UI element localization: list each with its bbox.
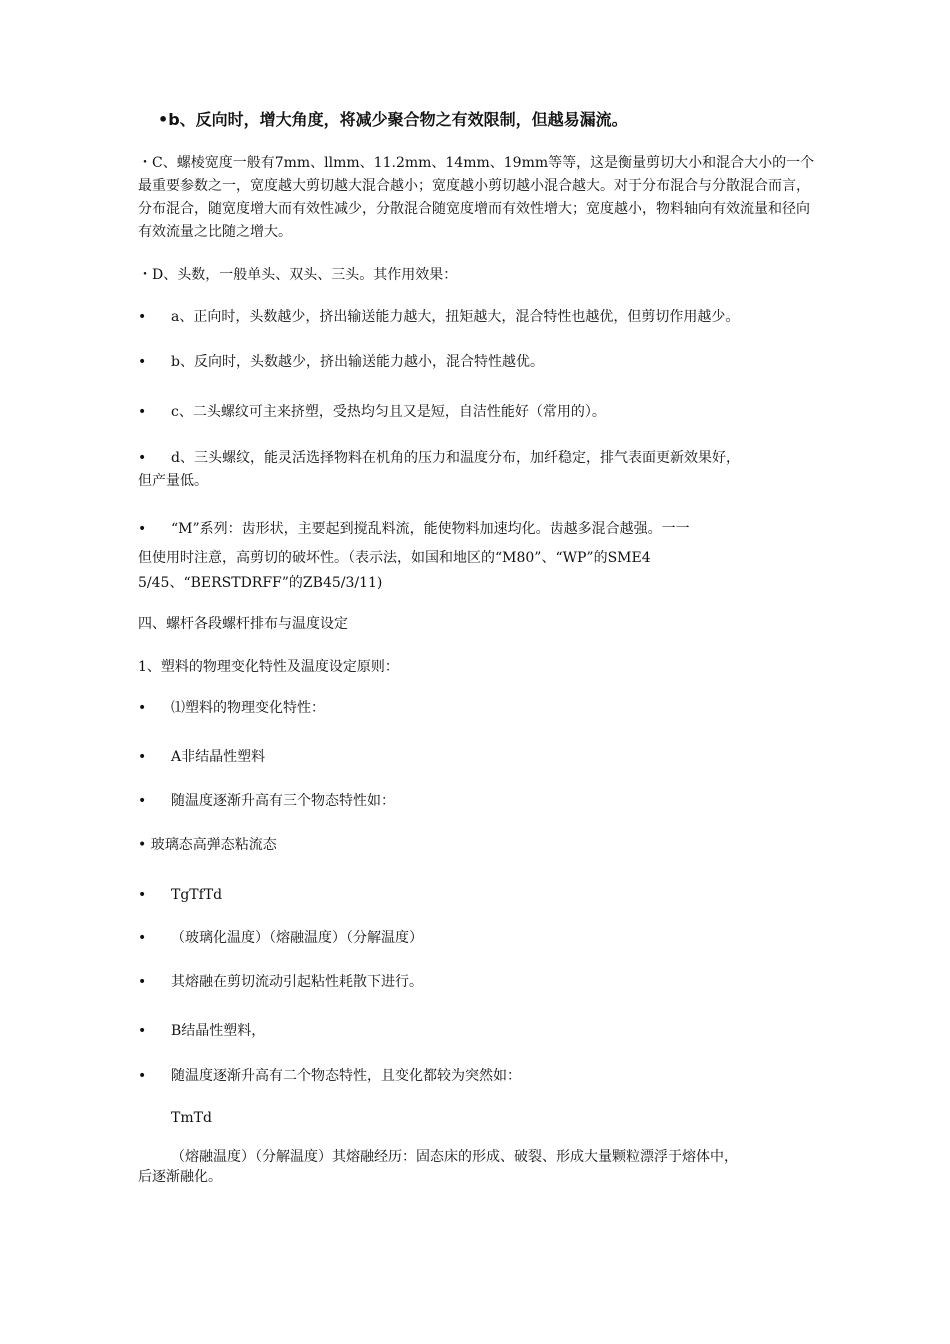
bullet-item: 随温度逐渐升高有二个物态特性，且变化都较为突然如： <box>171 1068 521 1084</box>
bullet-marker: • <box>138 749 147 765</box>
bullet-marker: • <box>138 930 147 946</box>
bullet-marker: • <box>138 404 147 420</box>
heading-reverse-angle: •b、反向时，增大角度，将减少聚合物之有效限制，但越易漏流。 <box>158 110 628 129</box>
section-heading: 四、螺杆各段螺杆排布与温度设定 <box>138 616 348 632</box>
bullet-item: A非结晶性塑料 <box>171 749 266 765</box>
bullet-marker: • <box>138 887 147 903</box>
bullet-item: 其熔融在剪切流动引起粘性耗散下进行。 <box>171 974 423 990</box>
bullet-marker: • <box>138 793 147 809</box>
bullet-item: B结晶性塑料， <box>171 1023 266 1039</box>
bullet-item: ⑴塑料的物理变化特性： <box>171 700 325 716</box>
bullet-item: TgTfTd <box>171 887 223 903</box>
bullet-continuation: 但使用时注意，高剪切的破坏性。（表示法，如国和地区的“M80”、“WP”的SME4 <box>138 550 651 566</box>
bullet-marker: • <box>138 309 147 325</box>
bullet-item: “M”系列：齿形状，主要起到搅乱料流，能使物料加速均化。齿越多混合越强。一一 <box>171 521 690 537</box>
bullet-continuation: 但产量低。 <box>138 473 208 489</box>
bullet-item: d、三头螺纹，能灵活选择物料在机角的压力和温度分布，加纤稳定，排气表面更新效果好， <box>171 450 740 466</box>
bullet-marker: • <box>138 450 147 466</box>
bullet-continuation: 5/45、“BERSTDRFF”的ZB45/3/11) <box>138 575 383 591</box>
bullet-item: 随温度逐渐升高有三个物态特性如： <box>171 793 395 809</box>
paragraph-flight-width: ・C、螺棱宽度一般有7mm、llmm、11.2mm、14mm、19mm等等，这是衡量剪切大小和混合大小的一个最重要参数之一，宽度越大剪切越大混合越小；宽度越小剪切越小混合越大。对于分布混合与分散混合而言，分布混合，随宽度增大而有效性减少，分散混合随宽度增而有效性增大；宽度越小，物料轴向有效流量和径向有效流量之比随之增大。 <box>138 155 815 240</box>
paragraph-thread-count: ・D、头数，一般单头、双头、三头。其作用效果： <box>138 267 458 283</box>
bullet-marker: • <box>138 1023 147 1039</box>
bullet-item: c、二头螺纹可主来挤塑，受热均匀且又是短，自洁性能好（常用的）。 <box>171 404 606 420</box>
bullet-marker: • <box>138 354 147 370</box>
final-paragraph-line-1: （熔融温度）（分解温度）其熔融经历：固态床的形成、破裂、形成大量颗粒漂浮于熔体中， <box>171 1149 738 1165</box>
bullet-marker: • <box>138 1068 147 1084</box>
bullet-marker: • <box>138 974 147 990</box>
bullet-item: b、反向时，头数越少，挤出输送能力越小，混合特性越优。 <box>171 354 544 370</box>
subsection-heading: 1、塑料的物理变化特性及温度设定原则： <box>138 659 399 675</box>
final-paragraph-line-2: 后逐渐融化。 <box>138 1169 222 1185</box>
bullet-item: （玻璃化温度）（熔融温度）（分解温度） <box>171 930 423 946</box>
glass-state-line: • 玻璃态高弹态粘流态 <box>138 837 277 853</box>
tm-td-label: TmTd <box>171 1110 212 1126</box>
bullet-marker: • <box>138 521 147 537</box>
bullet-item: a、正向时，头数越少，挤出输送能力越大，扭矩越大，混合特性也越优，但剪切作用越少。 <box>171 309 740 325</box>
bullet-marker: • <box>138 700 147 716</box>
